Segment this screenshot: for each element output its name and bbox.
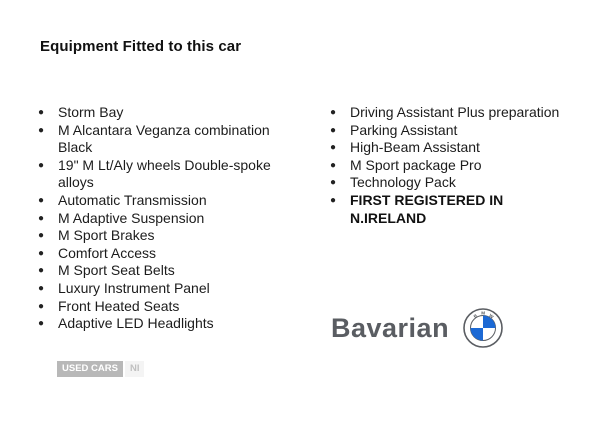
svg-text:B: B <box>472 313 479 320</box>
list-item <box>38 122 278 157</box>
list-item <box>330 104 570 122</box>
dealer-brand <box>331 308 503 348</box>
list-item-label: Adaptive LED Headlights <box>58 315 214 332</box>
list-item <box>38 210 278 228</box>
bullet-icon: ● <box>38 124 45 136</box>
list-item-label: M Sport Seat Belts <box>58 262 175 279</box>
list-item <box>38 280 278 298</box>
list-item-label: Storm Bay <box>58 104 124 120</box>
list-item <box>330 122 570 140</box>
list-item-label: Luxury Instrument Panel <box>58 279 210 296</box>
bullet-icon: ● <box>38 265 45 277</box>
bmw-roundel-icon <box>463 308 503 348</box>
list-item <box>330 139 570 157</box>
list-item-label: M Sport Brakes <box>58 227 155 244</box>
list-item <box>330 174 570 192</box>
list-item-label: Automatic Transmission <box>58 191 207 208</box>
list-item-label: FIRST REGISTERED IN N.IRELAND <box>350 191 504 226</box>
list-item-label: Technology Pack <box>350 174 456 191</box>
list-item <box>330 157 570 175</box>
list-item-label: M Adaptive Suspension <box>58 209 205 226</box>
bullet-icon: ● <box>330 159 337 171</box>
used-cars-label: USED CARS <box>57 361 123 377</box>
bullet-icon: ● <box>330 177 337 189</box>
bullet-icon: ● <box>38 282 45 294</box>
list-item-label: 19" M Lt/Aly wheels Double-spoke alloys <box>58 156 271 191</box>
bullet-icon: ● <box>330 142 337 154</box>
region-label: NI <box>125 361 145 377</box>
bullet-icon: ● <box>38 230 45 242</box>
dealer-wordmark: Bavarian <box>331 312 450 343</box>
list-item <box>38 227 278 245</box>
list-item <box>38 245 278 263</box>
svg-text:W: W <box>488 312 495 320</box>
list-item <box>38 157 278 192</box>
bullet-icon: ● <box>330 107 337 118</box>
list-item <box>38 298 278 316</box>
list-item <box>38 315 278 333</box>
equipment-list-right <box>330 104 570 227</box>
svg-text:M: M <box>481 310 486 316</box>
bullet-icon: ● <box>38 318 45 330</box>
bullet-icon: ● <box>330 124 337 136</box>
list-item-label: Comfort Access <box>58 244 157 261</box>
list-item <box>38 262 278 280</box>
bullet-icon: ● <box>330 194 337 206</box>
list-item-label: High-Beam Assistant <box>350 139 480 156</box>
list-item <box>38 104 278 122</box>
list-item-label: Front Heated Seats <box>58 297 180 314</box>
list-item-registration-note <box>330 192 570 227</box>
list-item-label: Driving Assistant Plus preparation <box>350 104 560 120</box>
used-cars-badge <box>57 361 144 377</box>
bullet-icon: ● <box>38 247 45 259</box>
page-title: Equipment Fitted to this car <box>40 38 242 55</box>
list-item-label: Parking Assistant <box>350 121 458 138</box>
equipment-list-left <box>38 104 278 333</box>
bullet-icon: ● <box>38 194 45 206</box>
list-item-label: M Alcantara Veganza combination Black <box>58 121 270 156</box>
bullet-icon: ● <box>38 212 45 224</box>
list-item <box>38 192 278 210</box>
bullet-icon: ● <box>38 159 45 171</box>
bullet-icon: ● <box>38 107 45 118</box>
list-item-label: M Sport package Pro <box>350 156 482 173</box>
bullet-icon: ● <box>38 300 45 312</box>
